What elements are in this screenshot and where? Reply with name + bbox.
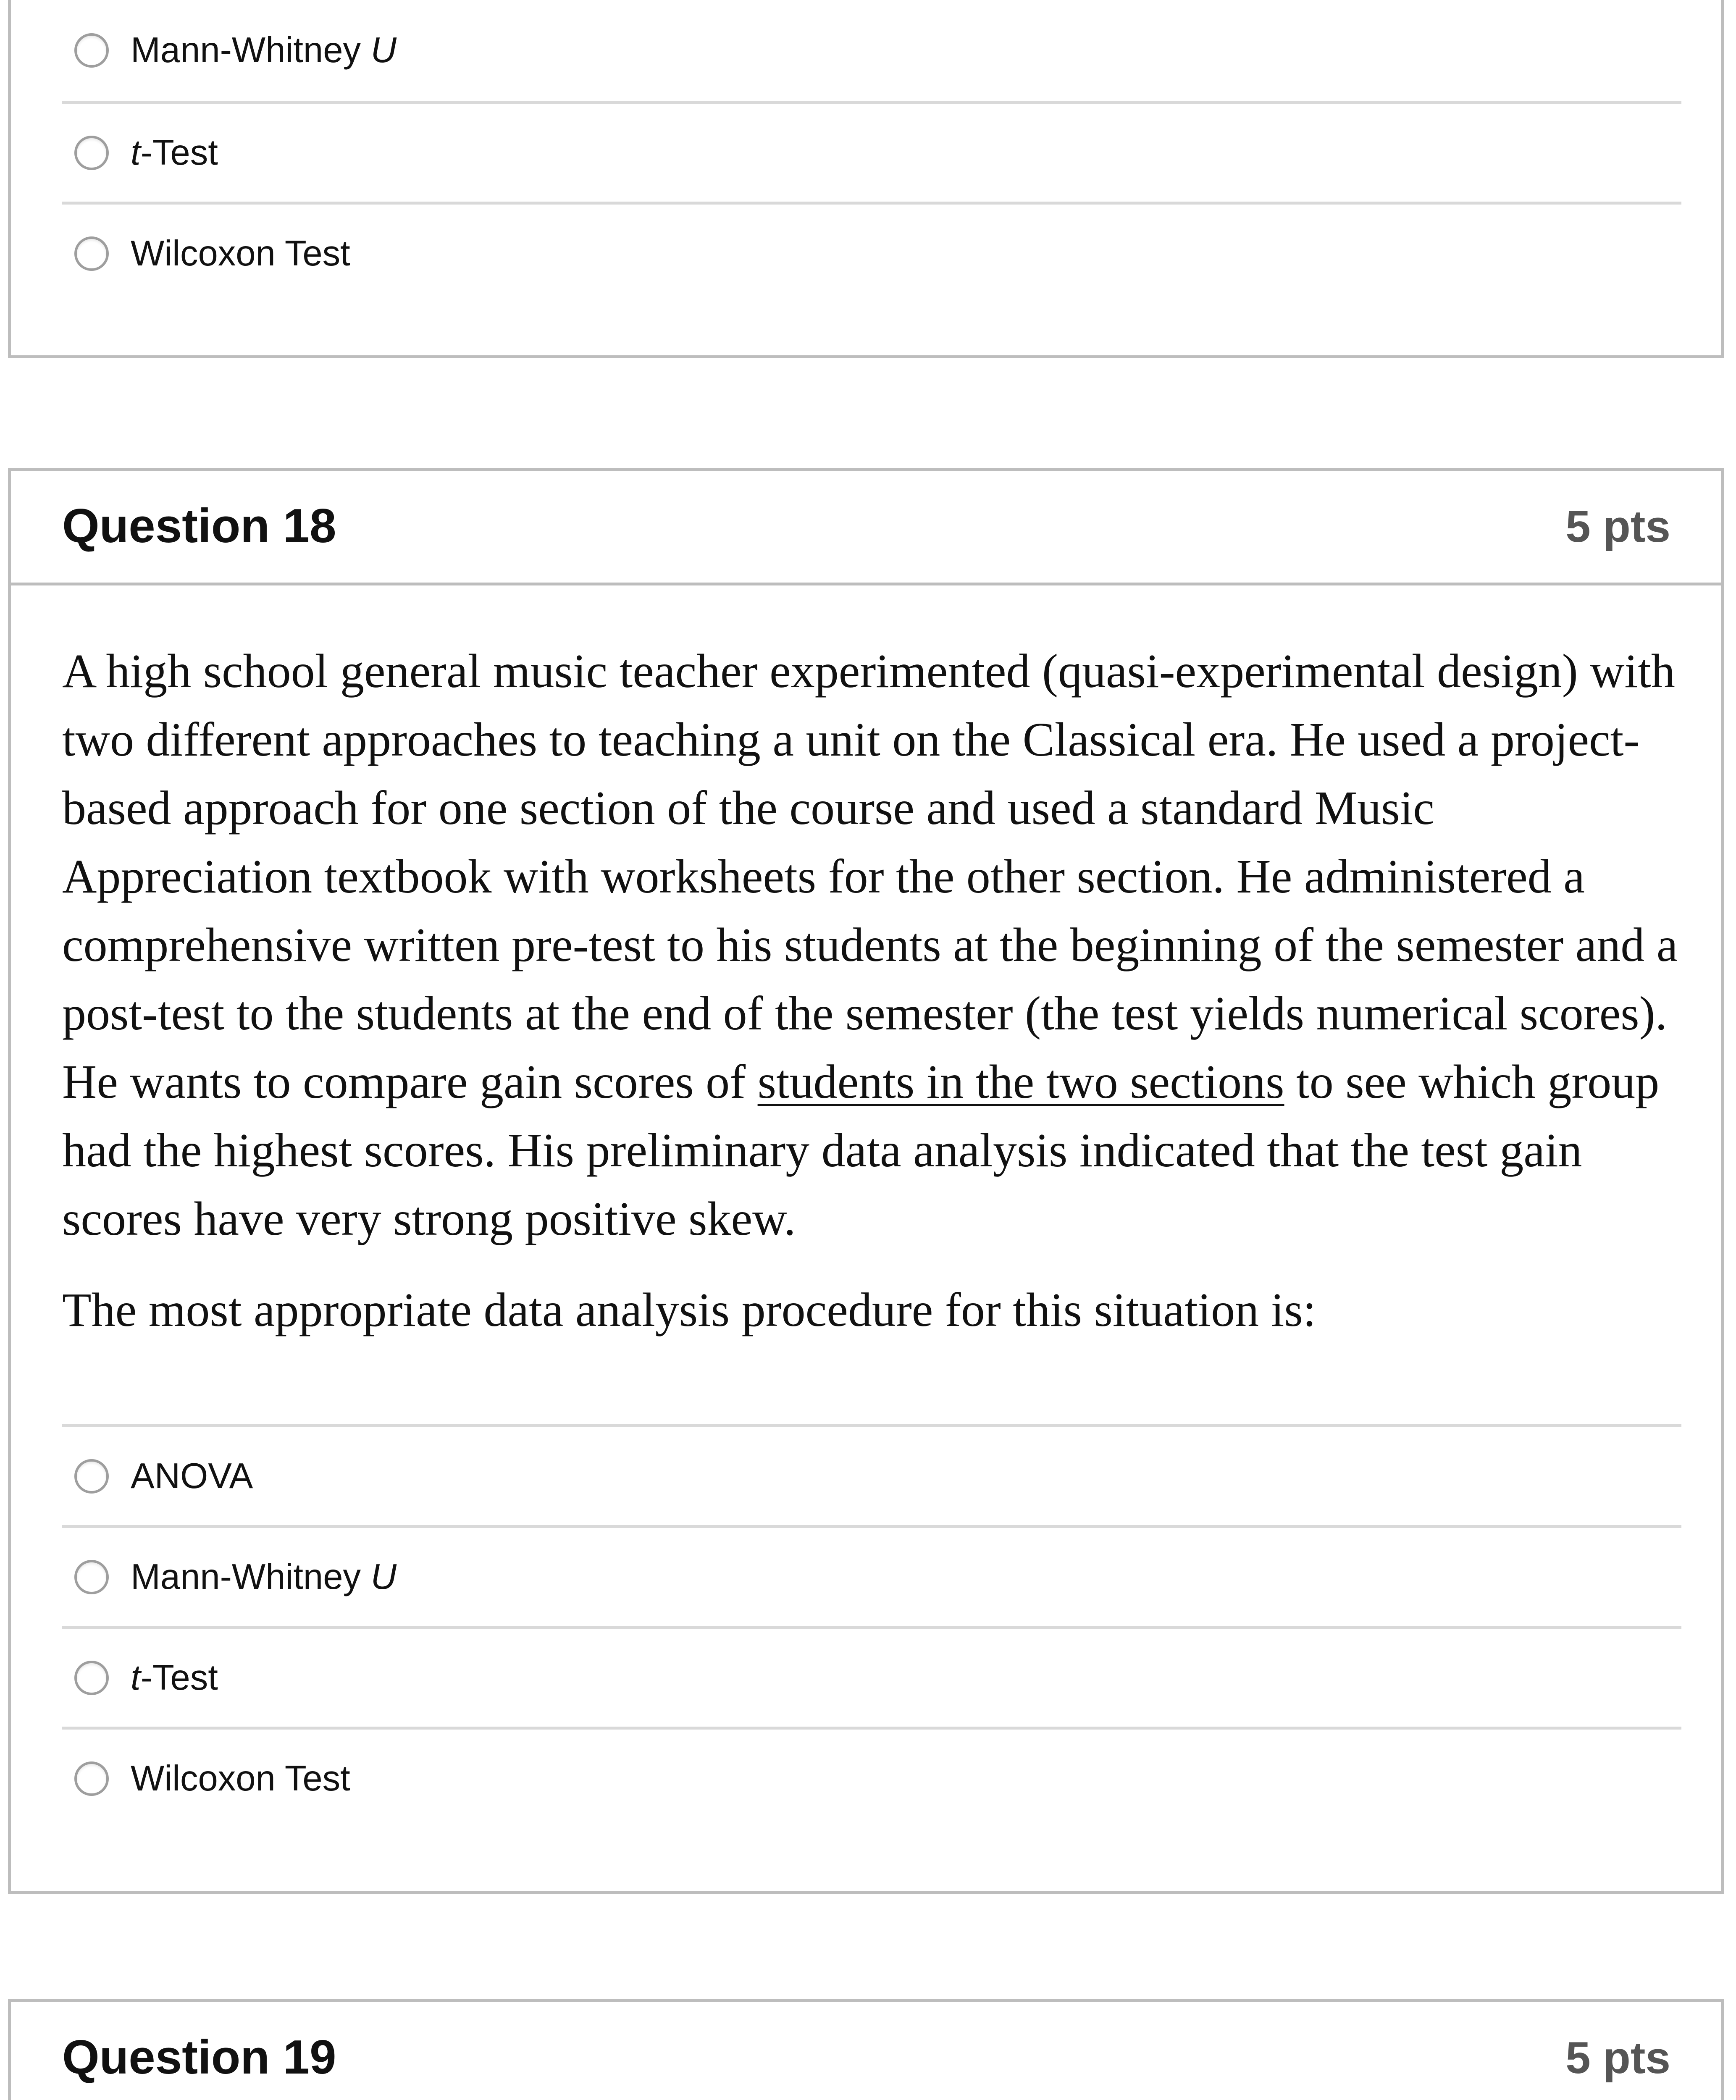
answer-label: Wilcoxon Test (131, 1758, 350, 1798)
answer-label: ANOVA (131, 1456, 253, 1496)
answer-option[interactable] (62, 1626, 1681, 1727)
radio-button[interactable] (74, 1459, 109, 1494)
question-header (11, 471, 1721, 585)
question-text (62, 637, 1692, 1344)
question-title: Question 19 (62, 2031, 336, 2084)
question-points: 5 pts (1565, 2032, 1670, 2083)
answer-label: t-Test (131, 132, 218, 173)
answer-option[interactable] (62, 1525, 1681, 1626)
answer-label: t-Test (131, 1657, 218, 1698)
answer-option[interactable] (62, 202, 1681, 302)
answer-label: Wilcoxon Test (131, 233, 350, 273)
answer-option[interactable] (62, 1727, 1681, 1827)
answer-label: Mann-Whitney U (131, 30, 397, 70)
answer-option[interactable] (62, 101, 1681, 202)
question-title: Question 18 (62, 499, 336, 553)
radio-button[interactable] (74, 1761, 109, 1796)
question-card-previous (8, 0, 1724, 358)
question-header (11, 2002, 1721, 2100)
answer-label: Mann-Whitney U (131, 1557, 397, 1597)
question-card-19 (8, 1999, 1724, 2100)
radio-button[interactable] (74, 1661, 109, 1695)
question-scenario: A high school general music teacher experimented (quasi-experimental design) with two different approaches to teaching a unit on the Classical era. He used a project-based approach for one section of the course and used a standard Music Appreciation textbook with worksheets for the other section. He administered a comprehensive written pre-test to his students at the beginning of the semester and a post-test to the students at the end of the semester (the test yields numerical scores). He wants to compare gain scores of students in the two sections to see which group had the highest scores. His preliminary data analysis indicated that the test gain scores have very strong positive skew. (62, 644, 1678, 1245)
answer-option[interactable] (62, 1424, 1681, 1525)
answer-list (62, 0, 1681, 302)
question-stem: The most appropriate data analysis procedure for this situation is: (62, 1283, 1316, 1336)
radio-button[interactable] (74, 33, 109, 68)
question-points: 5 pts (1565, 501, 1670, 551)
underlined-phrase: students in the two sections (757, 1055, 1284, 1108)
answer-list (62, 1424, 1681, 1827)
radio-button[interactable] (74, 1560, 109, 1594)
answer-option[interactable] (62, 0, 1681, 101)
question-card-18 (8, 468, 1724, 1894)
radio-button[interactable] (74, 136, 109, 170)
radio-button[interactable] (74, 236, 109, 271)
